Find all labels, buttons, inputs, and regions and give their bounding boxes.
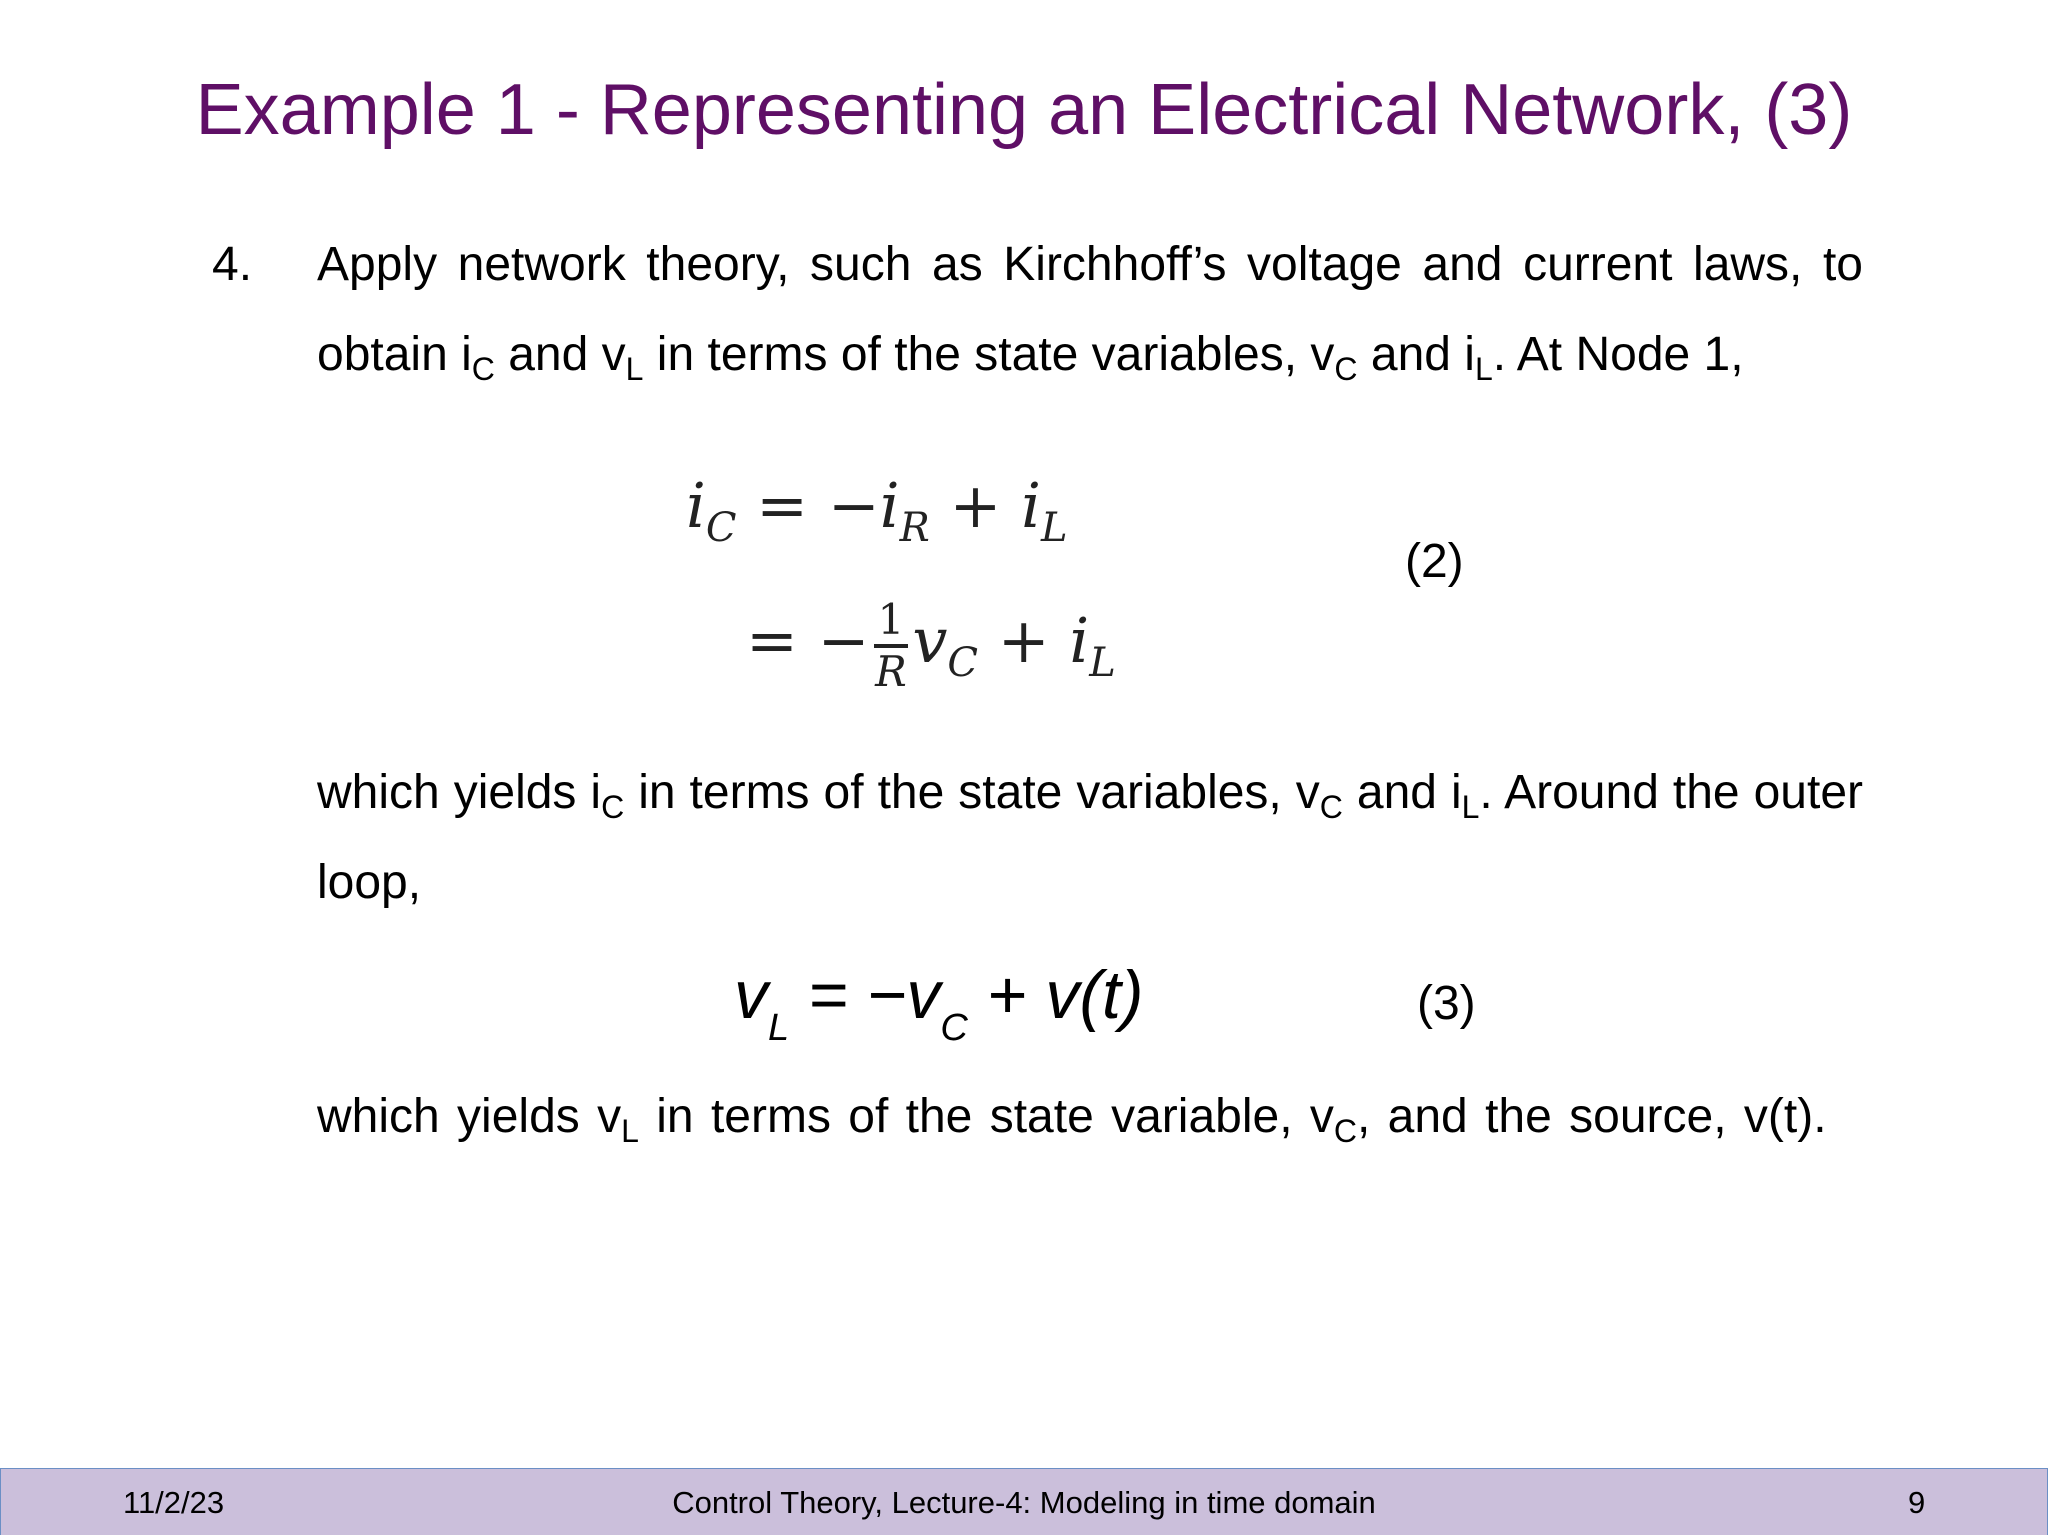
equation-2-number: (2)	[1405, 535, 1464, 588]
footer-page-number: 9	[1908, 1485, 1926, 1520]
equation-2-line-1: $i_C = -i_R + i_L$	[686, 469, 1068, 551]
footer-date: 11/2/23	[123, 1485, 225, 1520]
equation-2-line-2: = − $\frac{1}{R}$ $v_C + i_L$	[746, 595, 1116, 696]
footer-course-title: Control Theory, Lecture-4: Modeling in time domain	[672, 1485, 1376, 1520]
paragraph-step-4: Apply network theory, such as Kirchhoff’s voltage and current laws, to obtain $i_C$ and $v_L$ in terms of the state variables, $v_C$ and $i_L$. At Node 1,	[317, 238, 1863, 387]
fraction-one-over-r: $\frac{1}{R}$	[875, 595, 907, 696]
paragraph-loop-result: which yields $v_L$ in terms of the state variable, $v_C$, and the source, v(t).	[317, 1090, 1827, 1149]
equation-3: $v_L = -v_C + v(t)$	[734, 957, 1144, 1049]
step-number: 4.	[212, 238, 253, 291]
slide-title: Example 1 - Representing an Electrical Network, (3)	[195, 70, 1853, 150]
equation-3-number: (3)	[1417, 977, 1476, 1030]
paragraph-node-result: which yields $i_C$ in terms of the state variables, $v_C$ and $i_L$. Around the outer loop,	[317, 766, 1864, 909]
slide-footer	[0, 1468, 2048, 1535]
